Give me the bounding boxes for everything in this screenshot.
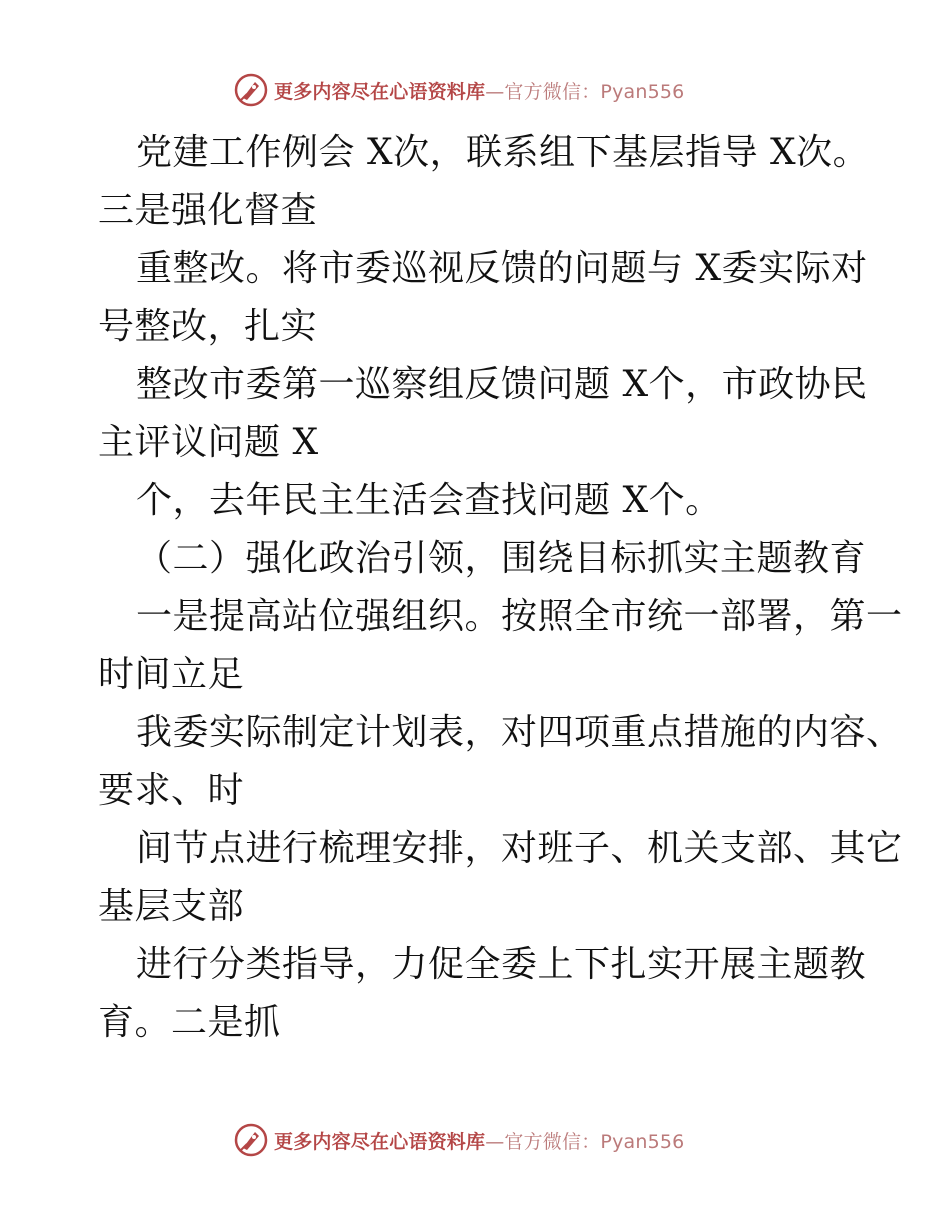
document-line: 育。二是抓 <box>98 1002 281 1043</box>
document-line: 号整改，扎实 <box>98 306 318 347</box>
header-banner-text <box>274 77 684 104</box>
footer-banner <box>234 1122 684 1158</box>
document-line: 重整改。将市委巡视反馈的问题与 X委实际对 <box>136 248 868 289</box>
header-banner-wechat-id: Pyan556 <box>600 80 685 103</box>
document-line: 一是提高站位强组织。按照全市统一部署，第一 <box>136 596 903 637</box>
document-line: 三是强化督查 <box>98 190 318 231</box>
document-line: 间节点进行梳理安排，对班子、机关支部、其它 <box>136 828 903 869</box>
document-line: 基层支部 <box>98 886 245 927</box>
document-line: 时间立足 <box>98 654 245 695</box>
footer-banner-main-text: 更多内容尽在心语资料库 <box>274 1130 486 1153</box>
document-line: （二）强化政治引领，围绕目标抓实主题教育 <box>136 538 867 579</box>
footer-banner-dash: — <box>485 1130 505 1153</box>
document-line: 进行分类指导，力促全委上下扎实开展主题教 <box>136 944 867 985</box>
pen-nib-logo-icon <box>234 1123 268 1157</box>
document-body <box>98 124 903 1052</box>
document-line: 个，去年民主生活会查找问题 X个。 <box>136 480 722 521</box>
document-line: 党建工作例会 X次，联系组下基层指导 X次。 <box>136 132 870 173</box>
document-line: 整改市委第一巡察组反馈问题 X个，市政协民 <box>136 364 868 405</box>
header-banner-wechat-label: 官方微信： <box>504 80 601 103</box>
footer-banner-wechat-label: 官方微信： <box>504 1130 601 1153</box>
header-banner-main-text: 更多内容尽在心语资料库 <box>274 80 486 103</box>
document-line: 要求、时 <box>98 770 245 811</box>
header-banner-dash: — <box>485 80 505 103</box>
footer-banner-text <box>274 1127 684 1154</box>
footer-banner-wechat-id: Pyan556 <box>600 1130 685 1153</box>
document-line: 主评议问题 X <box>98 422 319 463</box>
document-line: 我委实际制定计划表，对四项重点措施的内容、 <box>136 712 903 753</box>
header-banner <box>234 72 684 108</box>
pen-nib-logo-icon <box>234 73 268 107</box>
